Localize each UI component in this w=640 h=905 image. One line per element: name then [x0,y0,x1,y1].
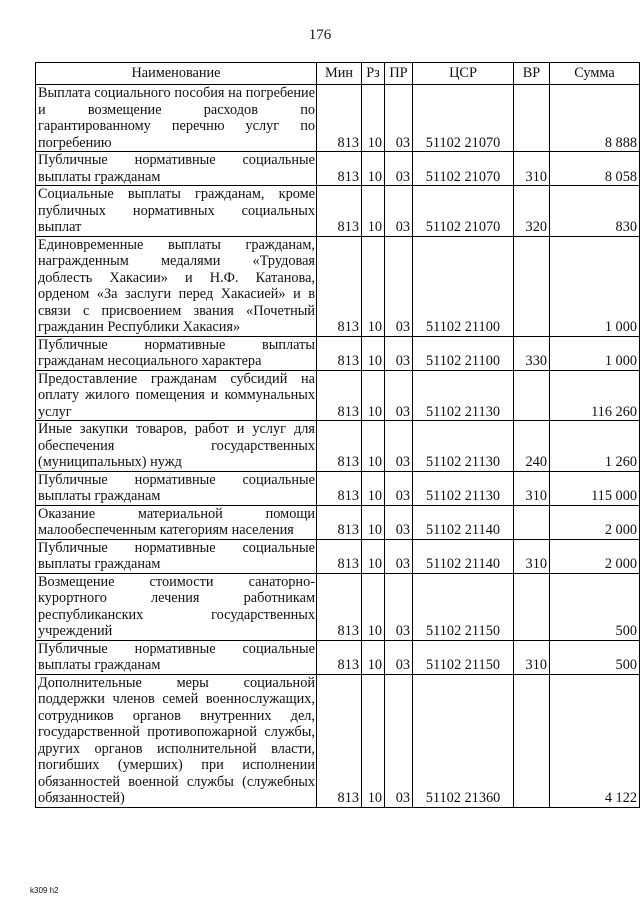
cell-vr: 240 [514,421,550,472]
cell-vr [514,573,550,640]
cell-sum: 8 888 [550,85,640,152]
table-row [36,421,640,472]
cell-sum: 830 [550,186,640,237]
cell-rz: 10 [362,573,385,640]
cell-pr: 03 [385,539,413,573]
cell-pr: 03 [385,573,413,640]
cell-vr [514,370,550,421]
table-row [36,573,640,640]
table-row [36,640,640,674]
cell-vr [514,236,550,336]
cell-csr: 51102 21130 [413,370,514,421]
cell-rz: 10 [362,505,385,539]
cell-pr: 03 [385,674,413,807]
cell-min: 813 [317,640,362,674]
cell-pr: 03 [385,336,413,370]
header-csr: ЦСР [413,63,514,85]
cell-pr: 03 [385,421,413,472]
cell-pr: 03 [385,186,413,237]
cell-sum: 1 000 [550,236,640,336]
cell-rz: 10 [362,421,385,472]
cell-rz: 10 [362,336,385,370]
table-row [36,186,640,237]
cell-name: Публичные нормативные социальные выплаты гражданам [36,152,317,186]
cell-vr: 310 [514,640,550,674]
cell-vr: 330 [514,336,550,370]
cell-min: 813 [317,336,362,370]
cell-vr: 310 [514,471,550,505]
header-pr: ПР [385,63,413,85]
cell-rz: 10 [362,539,385,573]
cell-min: 813 [317,85,362,152]
cell-csr: 51102 21130 [413,421,514,472]
table-row [36,370,640,421]
cell-name: Дополнительные меры социальной поддержки членов семей военнослужащих, сотрудников органов внутренних дел, государственной противопожарной службы, других органов исполнительной власти, погибших (умерших) при исполнении обязанностей военной службы (служебных обязанностей) [36,674,317,807]
cell-vr: 310 [514,152,550,186]
cell-min: 813 [317,539,362,573]
cell-rz: 10 [362,471,385,505]
cell-pr: 03 [385,471,413,505]
cell-name: Публичные нормативные социальные выплаты гражданам [36,539,317,573]
table-row [36,152,640,186]
cell-csr: 51102 21100 [413,236,514,336]
cell-csr: 51102 21360 [413,674,514,807]
header-sum: Сумма [550,63,640,85]
cell-min: 813 [317,421,362,472]
cell-pr: 03 [385,370,413,421]
header-vr: ВР [514,63,550,85]
cell-vr [514,505,550,539]
cell-min: 813 [317,674,362,807]
cell-name: Оказание материальной помощи малообеспеченным категориям населения [36,505,317,539]
table-row [36,674,640,807]
cell-csr: 51102 21140 [413,539,514,573]
budget-table [35,62,640,808]
cell-name: Публичные нормативные социальные выплаты гражданам [36,640,317,674]
cell-sum: 116 260 [550,370,640,421]
cell-pr: 03 [385,85,413,152]
cell-name: Возмещение стоимости санаторно-курортного лечения работникам республиканских государственных учреждений [36,573,317,640]
cell-csr: 51102 21140 [413,505,514,539]
table-row [36,471,640,505]
cell-name: Социальные выплаты гражданам, кроме публичных нормативных социальных выплат [36,186,317,237]
cell-name: Публичные нормативные социальные выплаты гражданам [36,471,317,505]
cell-csr: 51102 21070 [413,186,514,237]
table-row [36,505,640,539]
cell-csr: 51102 21070 [413,85,514,152]
cell-sum: 115 000 [550,471,640,505]
cell-rz: 10 [362,152,385,186]
cell-min: 813 [317,370,362,421]
cell-csr: 51102 21150 [413,640,514,674]
cell-min: 813 [317,236,362,336]
table-body [36,85,640,808]
cell-name: Предоставление гражданам субсидий на оплату жилого помещения и коммунальных услуг [36,370,317,421]
cell-min: 813 [317,573,362,640]
cell-rz: 10 [362,186,385,237]
cell-sum: 2 000 [550,539,640,573]
table-row [36,236,640,336]
cell-vr: 320 [514,186,550,237]
cell-sum: 2 000 [550,505,640,539]
cell-csr: 51102 21130 [413,471,514,505]
cell-min: 813 [317,186,362,237]
cell-name: Публичные нормативные выплаты гражданам несоциального характера [36,336,317,370]
cell-pr: 03 [385,152,413,186]
cell-name: Иные закупки товаров, работ и услуг для обеспечения государственных (муниципальных) нужд [36,421,317,472]
cell-sum: 500 [550,573,640,640]
cell-sum: 500 [550,640,640,674]
page-number: 176 [308,27,332,43]
cell-pr: 03 [385,640,413,674]
cell-sum: 4 122 [550,674,640,807]
cell-vr: 310 [514,539,550,573]
cell-rz: 10 [362,85,385,152]
cell-min: 813 [317,505,362,539]
cell-csr: 51102 21150 [413,573,514,640]
table-row [36,539,640,573]
cell-name: Выплата социального пособия на погребение и возмещение расходов по гарантированному перечню услуг по погребению [36,85,317,152]
cell-sum: 8 058 [550,152,640,186]
table-row [36,336,640,370]
cell-pr: 03 [385,505,413,539]
cell-rz: 10 [362,370,385,421]
cell-min: 813 [317,471,362,505]
cell-sum: 1 000 [550,336,640,370]
cell-min: 813 [317,152,362,186]
header-name: Наименование [36,63,317,85]
cell-sum: 1 260 [550,421,640,472]
cell-csr: 51102 21070 [413,152,514,186]
header-rz: Рз [362,63,385,85]
table-header-row [36,63,640,85]
cell-rz: 10 [362,236,385,336]
cell-vr [514,674,550,807]
footer-code: k309 h2 [30,886,59,895]
cell-csr: 51102 21100 [413,336,514,370]
cell-rz: 10 [362,674,385,807]
table-row [36,85,640,152]
cell-rz: 10 [362,640,385,674]
cell-name: Единовременные выплаты гражданам, награжденным медалями «Трудовая доблесть Хакасии» и Н.Ф. Катанова, орденом «За заслуги перед Хакасией» и в связи с присвоением звания «Почетный гражданин Республики Хакасия» [36,236,317,336]
header-min: Мин [317,63,362,85]
cell-vr [514,85,550,152]
cell-pr: 03 [385,236,413,336]
